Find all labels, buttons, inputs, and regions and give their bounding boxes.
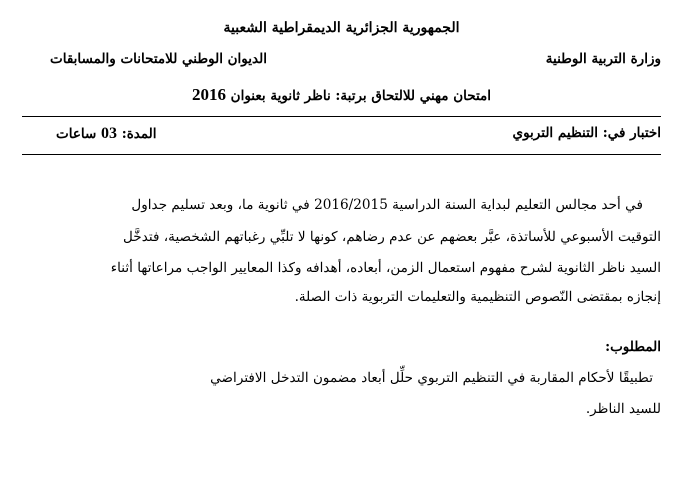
duration-label: المدة: — [121, 126, 157, 142]
bottom-divider — [22, 154, 661, 155]
duration — [56, 125, 157, 143]
body-text-line: إنجازه بمقتضى النّصوص التنظيمية والتعليمات التربوية ذات الصلة. — [294, 289, 661, 305]
duration-unit: ساعات — [56, 126, 97, 142]
top-divider — [22, 116, 661, 117]
body-text-line: السيد ناظر الثانوية لشرح مفهوم استعمال الزمن، أبعاده، أهدافه وكذا المعايير الواجب مراعاتها أثناء — [110, 260, 661, 276]
exam-year: 2016 — [191, 85, 226, 104]
exam-title — [0, 85, 683, 105]
requirement-heading: المطلوب: — [605, 339, 661, 355]
exam-title-text: امتحان مهني للالتحاق برتبة: ناظر ثانوية بعنوان — [230, 88, 492, 104]
body-text-line: التوقيت الأسبوعي للأساتذة، عبَّر بعضهم عن عدم رضاهم، كونها لا تلبِّي رغباتهم الشخصية، فتدخَّل — [123, 229, 661, 245]
ministry-name: وزارة التربية الوطنية — [545, 51, 661, 67]
body-text-line: في أحد مجالس التعليم لبداية السنة الدراسية 2016/2015 في ثانوية ما، وبعد تسليم جداول — [131, 197, 643, 213]
requirement-text-line: للسيد الناظر. — [585, 401, 661, 417]
republic-title: الجمهورية الجزائرية الديمقراطية الشعبية — [223, 20, 460, 36]
exam-office-name: الديوان الوطني للامتحانات والمسابقات — [50, 51, 267, 67]
subject-label: اختبار في: التنظيم التربوي — [512, 125, 661, 141]
duration-value: 03 — [101, 125, 118, 142]
requirement-text-line: تطبيقًا لأحكام المقاربة في التنظيم التربوي حلِّل أبعاد مضمون التدخل الافتراضي — [210, 370, 653, 386]
